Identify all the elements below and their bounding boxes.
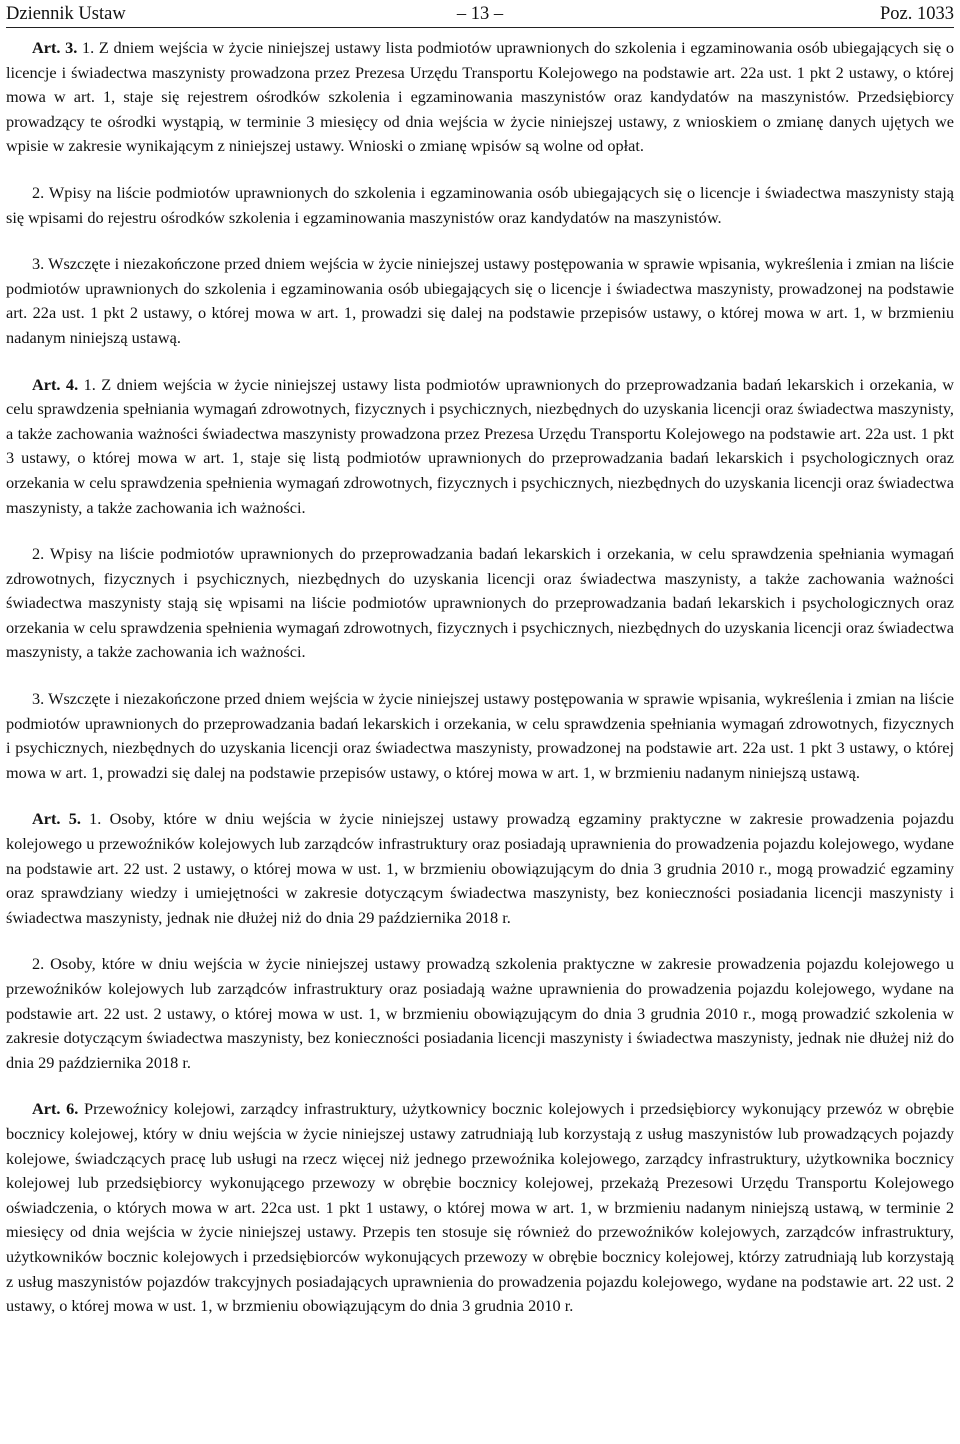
paragraph-text: 3. Wszczęte i niezakończone przed dniem wejścia w życie niniejszej ustawy postępowania w sprawie wpisania, wykreślenia i zmian na liście podmiotów uprawnionych do przeprowadzania badań lekarskich i orzekania, w celu sprawdzenia spełniania wymagań zdrowotnych, fizycznych i psychicznych, niezbędnych do uzyskania licencji oraz świadectwa maszynisty, prowadzonej na podstawie art. 22a ust. 1 pkt 3 ustawy, o której mowa w art. 1, prowadzi się dalej na podstawie przepisów ustawy, o której mowa w art. 1, w brzmieniu nadanym niniejszą ustawą. (6, 689, 954, 782)
paragraph-text: 1. Z dniem wejścia w życie niniejszej ustawy lista podmiotów uprawnionych do szkolenia i egzaminowania osób ubiegających się o licencje i świadectwa maszynisty prowadzona przez Prezesa Urzędu Transportu Kolejowego na podstawie art. 22a ust. 1 pkt 2 ustawy, o której mowa w art. 1, staje się rejestrem ośrodków szkolenia i egzaminowania maszynistów oraz kandydatów na maszynistów. Przedsiębiorcy prowadzący te ośrodki wystąpią, w terminie 3 miesięcy od dnia wejścia w życie niniejszej ustawy, z wnioskiem o zmianę danych ujętych we wpisie w zakresie wynikającym z niniejszej ustawy. Wnioski o zmianę wpisów są wolne od opłat. (6, 38, 954, 156)
paragraph-text: 1. Osoby, które w dniu wejścia w życie niniejszej ustawy prowadzą egzaminy praktyczne w zakresie prowadzenia pojazdu kolejowego u przewoźników kolejowych lub zarządców infrastruktury oraz posiadają uprawnienia do prowadzenia pojazdu kolejowego, wydane na podstawie art. 22 ust. 2 ustawy, o której mowa w ust. 1, w brzmieniu obowiązującym do dnia 3 grudnia 2010 r., mogą prowadzić egzaminy oraz sprawdziany wiedzy i umiejętności w zakresie dotyczącym świadectwa maszynisty, bez konieczności posiadania licencji maszynisty i świadectwa maszynisty, jednak nie dłużej niż do dnia 29 października 2018 r. (6, 809, 954, 927)
document-page (6, 0, 954, 1316)
article-label: Art. 3. (32, 38, 78, 57)
paragraph-art-6 (6, 1097, 954, 1318)
paragraph-art-3-2 (6, 181, 954, 230)
article-label: Art. 4. (32, 374, 79, 394)
paragraph-text: 2. Wpisy na liście podmiotów uprawnionych do szkolenia i egzaminowania osób ubiegających się o licencje i świadectwa maszynisty stają się wpisami do rejestru ośrodków szkolenia i egzaminowania maszynistów oraz kandydatów na maszynistów. (6, 182, 954, 227)
publication-title: Dziennik Ustaw (6, 4, 126, 24)
page-number: – 13 – (456, 4, 504, 24)
paragraph-text: Przewoźnicy kolejowi, zarządcy infrastruktury, użytkownicy bocznic kolejowych i przedsiębiorcy wykonujący przewóz w obrębie bocznicy kolejowej, który w dniu wejścia w życie niniejszej ustawy zatrudniają lub korzystają z usług maszynistów lub prowadzących pojazdy kolejowe, świadczących pracę lub usługi na rzecz więcej niż jednego przewoźnika kolejowego, zarządcy infrastruktury, użytkownika bocznicy kolejowej lub przedsiębiorcy wykonującego przewozy w obrębie bocznicy kolejowej, przekażą Prezesowi Urzędu Transportu Kolejowego oświadczenia, o których mowa w art. 22ca ust. 1 pkt 1 ustawy, o której mowa w art. 1, w brzmieniu nadanym niniejszą ustawą, w terminie 2 miesięcy od dnia wejścia w życie niniejszej ustawy. Przepis ten stosuje się również do przewoźników kolejowych, zarządców infrastruktury, użytkowników bocznic kolejowych i przedsiębiorców wykonujących przewozy w obrębie bocznicy kolejowej, którzy zatrudniają lub korzystają z usług maszynistów pojazdów trakcyjnych posiadających uprawnienia do prowadzenia pojazdu kolejowego, wydane na podstawie art. 22 ust. 2 ustawy, o której mowa w ust. 1, w brzmieniu obowiązującym do dnia 3 grudnia 2010 r. (6, 1099, 954, 1316)
paragraph-art-4-1 (6, 373, 954, 521)
document-body (6, 36, 954, 1319)
paragraph-art-3-3 (6, 252, 954, 350)
paragraph-text: 3. Wszczęte i niezakończone przed dniem wejścia w życie niniejszej ustawy postępowania w sprawie wpisania, wykreślenia i zmian na liście podmiotów uprawnionych do szkolenia i egzaminowania osób ubiegających się o licencje i świadectwa maszynisty, prowadzonej na podstawie art. 22a ust. 1 pkt 2 ustawy, o której mowa w art. 1, prowadzi się dalej na podstawie przepisów ustawy, o której mowa w art. 1, w brzmieniu nadanym niniejszą ustawą. (6, 254, 954, 347)
paragraph-text: 2. Osoby, które w dniu wejścia w życie niniejszej ustawy prowadzą szkolenia praktyczne w zakresie prowadzenia pojazdu kolejowego u przewoźników kolejowych lub zarządców infrastruktury oraz posiadają ważne uprawnienia do prowadzenia pojazdu kolejowego, wydane na podstawie art. 22 ust. 2 ustawy, o której mowa w ust. 1, w brzmieniu obowiązującym do dnia 3 grudnia 2010 r., mogą prowadzić szkolenia w zakresie dotyczącym świadectwa maszynisty, bez konieczności posiadania licencji maszynisty i świadectwa maszynisty, jednak nie dłużej niż do dnia 29 października 2018 r. (6, 954, 954, 1072)
page-header (6, 2, 954, 26)
paragraph-text: 2. Wpisy na liście podmiotów uprawnionych do przeprowadzania badań lekarskich i orzekania, w celu sprawdzenia spełniania wymagań zdrowotnych, fizycznych i psychicznych, niezbędnych do uzyskania licencji oraz świadectwa maszynisty, a także zachowania ważności świadectwa maszynisty stają się wpisami na liście podmiotów uprawnionych do przeprowadzania badań lekarskich i psychologicznych oraz orzekania w celu sprawdzenia spełnienia wymagań zdrowotnych, fizycznych i psychicznych, niezbędnych do uzyskania licencji oraz świadectwa maszynisty, a także zachowania ich ważności. (6, 544, 954, 662)
paragraph-text: 1. Z dniem wejścia w życie niniejszej ustawy lista podmiotów uprawnionych do przeprowadzania badań lekarskich i orzekania, w celu sprawdzenia spełniania wymagań zdrowotnych, fizycznych i psychicznych, niezbędnych do uzyskania licencji oraz świadectwa maszynisty, a także zachowania ważności świadectwa maszynisty prowadzona przez Prezesa Urzędu Transportu Kolejowego na podstawie art. 22a ust. 1 pkt 3 ustawy, o której mowa w art. 1, staje się listą podmiotów uprawnionych do przeprowadzania badań lekarskich i psychologicznych oraz orzekania w celu sprawdzenia spełnienia wymagań zdrowotnych, fizycznych i psychicznych, niezbędnych do uzyskania licencji oraz świadectwa maszynisty, a także zachowania ich ważności. (6, 374, 954, 517)
paragraph-art-4-2 (6, 542, 954, 665)
article-label: Art. 6. (32, 1099, 79, 1119)
paragraph-art-5-2 (6, 952, 954, 1075)
header-rule (6, 27, 954, 28)
position-number: Poz. 1033 (880, 4, 954, 24)
paragraph-art-5-1 (6, 807, 954, 930)
article-label: Art. 5. (32, 809, 81, 829)
paragraph-art-3-1 (6, 36, 954, 159)
paragraph-art-4-3 (6, 687, 954, 785)
